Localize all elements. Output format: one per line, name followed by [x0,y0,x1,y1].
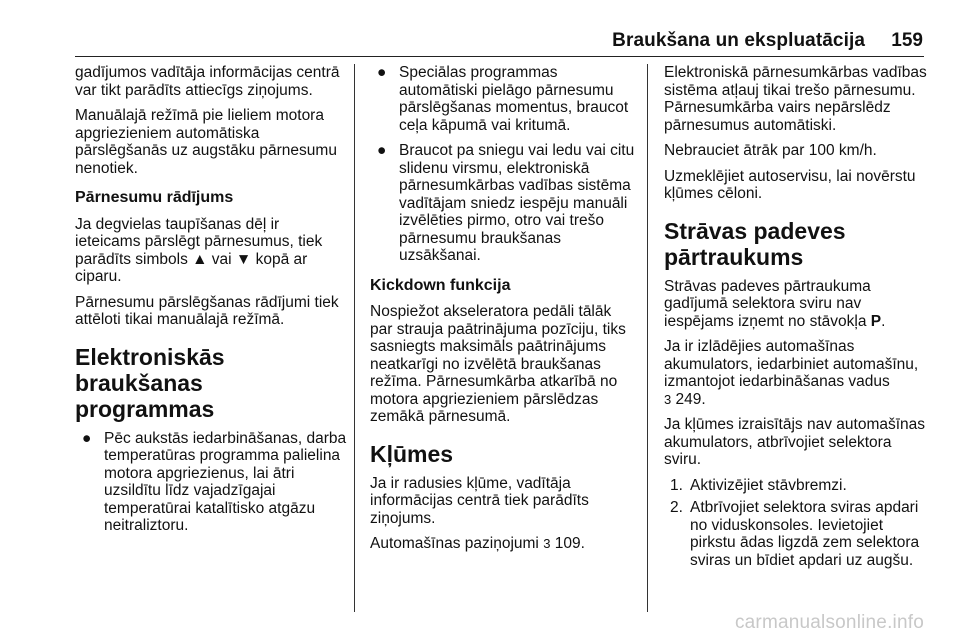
paragraph: Nebrauciet ātrāk par 100 km/h. [664,142,877,159]
column-divider [647,64,648,612]
section-heading-kickdown: Kickdown funkcija [370,276,511,294]
bullet-icon: ● [377,142,387,159]
page-ref-link[interactable]: 109. [554,535,585,552]
column-divider [354,64,355,612]
bullet-icon: ● [82,429,92,447]
paragraph: Nospiežot akseleratora pedāli tālāk par strauja paātrinājuma pozīciju, tiks sasniegts maksimāls paātrinājums neatkarīgi no izvēlētā braukšanas režīma. Pārnesumkārba atkarībā no motora apgriezieniem pārslēdzas zemākā pārnesumā. [370,303,626,425]
list-item [370,142,635,265]
selector-position-p: P [870,312,882,330]
paragraph: Pārnesumu pārslēgšanas rādījumi tiek attēloti tikai manuālajā režīmā. [75,293,339,328]
step-number: 1. [670,476,683,494]
list-item-text: Pēc aukstās iedarbināšanas, darba temperatūras programma palielina motora apgriezienus, lai ātri uzsildītu līdz vajadzīgajai temperatūrai katalītisko atgāzu neitraliztoru. [104,429,347,534]
page-ref-icon: 3 [543,536,551,551]
column-2 [370,64,635,561]
section-heading-gear-display: Pārnesumu rādījums [75,189,234,206]
steps-list [664,477,929,570]
step-text: Atbrīvojiet selektora sviras apdari no viduskonsoles. Ievietojiet pirkstu ādas ligzdā zem selektora sviras un bīdiet apdari uz augšu. [690,499,920,569]
page-ref-link[interactable]: 249. [675,390,706,408]
step-number: 2. [670,499,683,516]
list-item [370,64,635,134]
paragraph-text: Ja ir izlādējies automašīnas akumulators, iedarbiniet automašīnu, izmantojot iedarbināšanas vadus [664,338,919,390]
paragraph: Ja ir radusies kļūme, vadītāja informācijas centrā tiek parādīts ziņojums. [370,474,589,527]
paragraph-text: Strāvas padeves pārtraukuma gadījumā selektora sviru nav iespējams izņemt no stāvokļa [664,277,871,330]
paragraph: Uzmeklējiet autoservisu, lai novērstu kļūmes cēloni. [664,167,916,202]
section-heading-power-interruption: Strāvas padeves pārtraukums [664,217,846,270]
list-item-text: Braucot pa sniegu vai ledu vai citu slidenu virsmu, elektroniskā pārnesumkārbas vadības sistēma vadītājam sniedz iespēju manuāli izvēlēties pirmo, otro vai trešo pārnesumu braukšanas uzsākšanai. [399,142,635,264]
page-number: 159 [891,30,923,51]
section-heading-driving-programs: Elektroniskās braukšanas programmas [75,343,225,422]
paragraph: Strāvas padeves pārtraukuma gadījumā selektora sviru nav iespējams izņemt no stāvokļa P. [664,277,886,330]
page-header [0,30,960,56]
bullet-icon: ● [377,64,387,81]
paragraph-text: Automašīnas paziņojumi [370,535,539,552]
column-1 [75,64,347,543]
watermark: carmanualsonline.info [734,612,924,633]
list-item [75,430,347,535]
paragraph: Elektroniskā pārnesumkārbas vadības sistēma atļauj tikai trešo pārnesumu. Pārnesumkārba vairs nepārslēdz pārnesumus automātiski. [664,64,927,134]
page-ref-icon: 3 [664,391,672,407]
list-item [664,499,929,569]
list-item-text: Speciālas programmas automātiski pielāgo pārnesumu pārslēgšanas momentus, braucot ceļa kāpumā vai kritumā. [399,64,629,134]
bullet-list [370,64,635,265]
paragraph: gadījumos vadītāja informācijas centrā var tikt parādīts attiecīgs ziņojums. [75,64,340,99]
paragraph [370,535,635,553]
header-title: Braukšana un ekspluatācija [612,30,865,51]
step-text: Aktivizējiet stāvbremzi. [690,476,847,494]
column-3 [664,64,929,574]
paragraph: Manuālajā režīmā pie lieliem motora apgriezieniem automātiska pārslēgšanās uz augstāku pārnesumu nenotiek. [75,107,337,177]
list-item [664,477,929,495]
section-heading-faults: Kļūmes [370,440,454,467]
header-rule [75,56,924,57]
bullet-list [75,430,347,535]
paragraph: Ja kļūmes izraisītājs nav automašīnas akumulators, atbrīvojiet selektora sviru. [664,416,926,468]
paragraph [664,338,929,408]
paragraph: Ja degvielas taupīšanas dēļ ir ieteicams pārslēgt pārnesumus, tiek parādīts simbols ▲ vai ▼ kopā ar ciparu. [75,215,323,285]
